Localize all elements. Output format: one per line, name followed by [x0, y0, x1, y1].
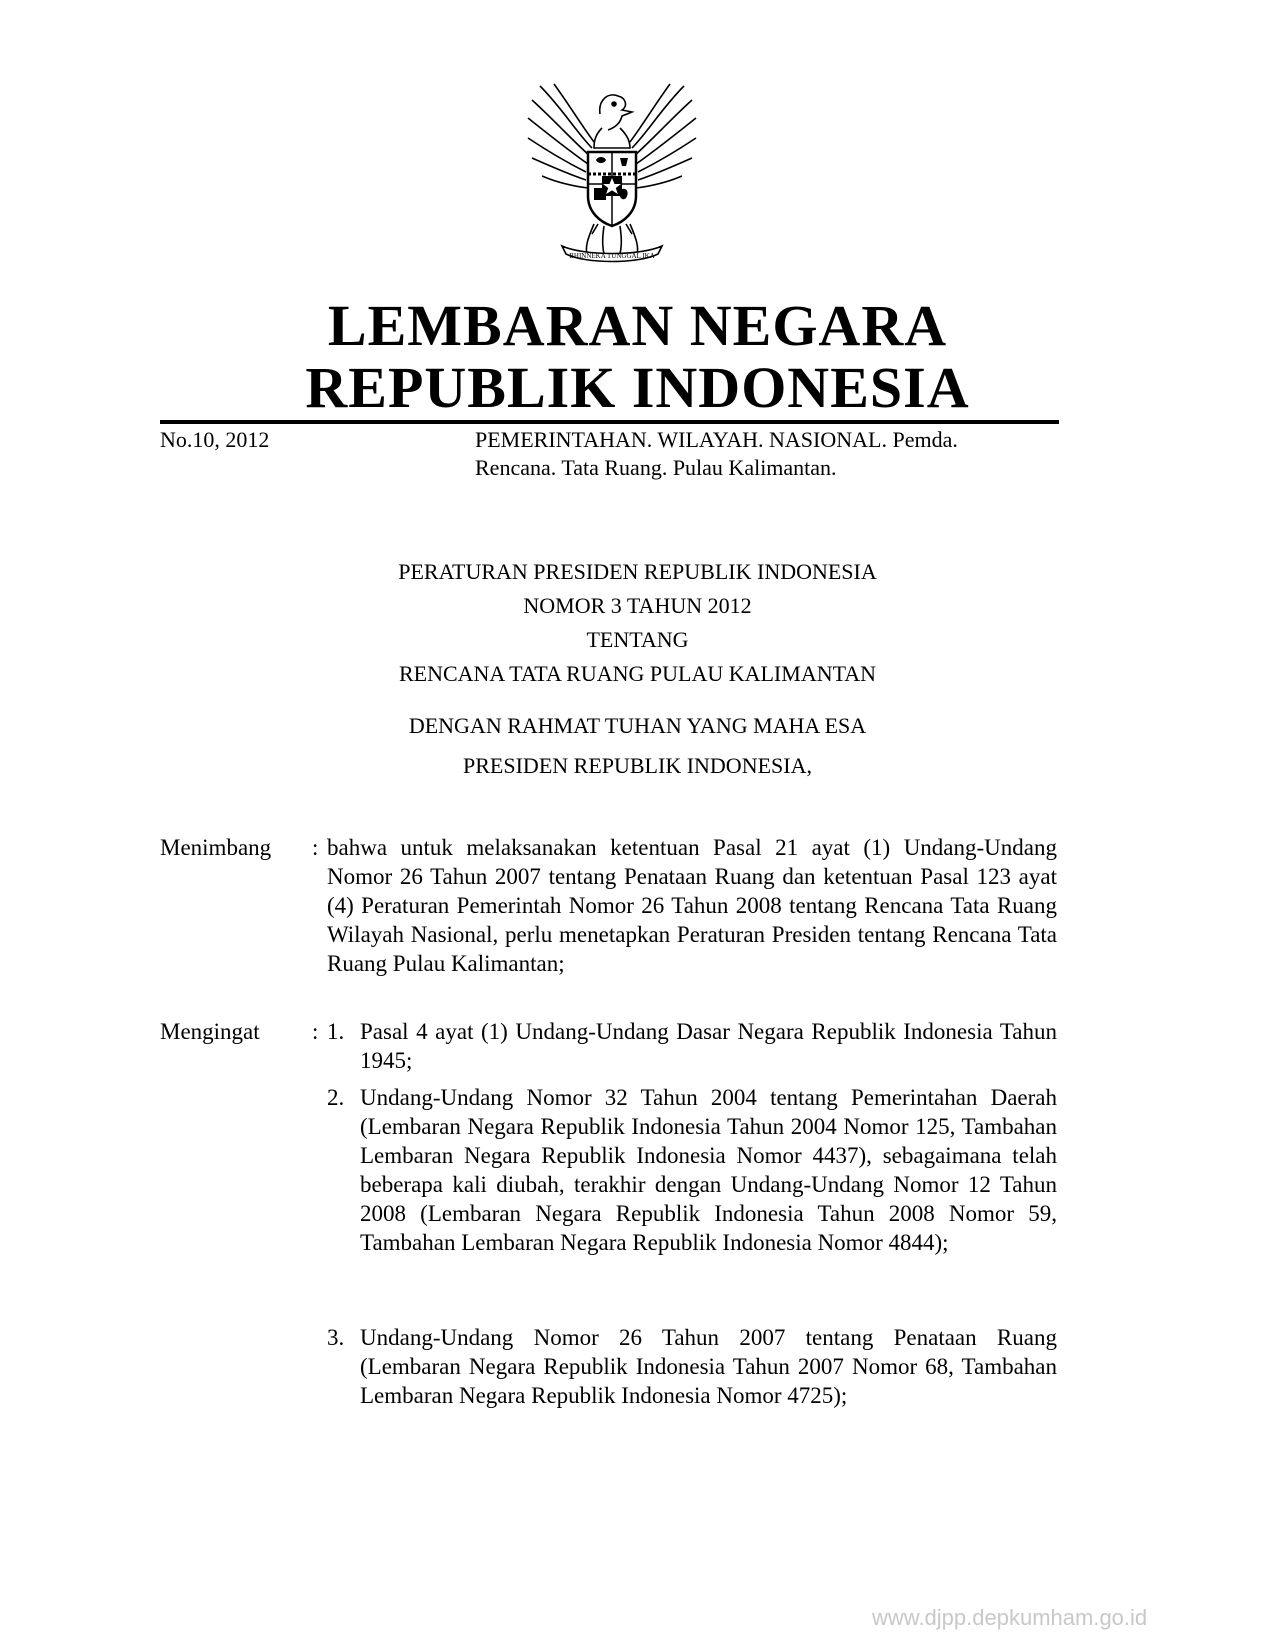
subject-keywords — [475, 426, 1075, 482]
menimbang-label: Menimbang — [160, 835, 272, 860]
masthead-title-line2: REPUBLIK INDONESIA — [305, 355, 970, 420]
mengingat-label: Mengingat — [160, 1019, 260, 1044]
emblem-motto: BHINNEKA TUNGGAL IKA — [569, 252, 655, 260]
masthead-title-line1: LEMBARAN NEGARA — [327, 293, 948, 358]
subject-line-2: Rencana. Tata Ruang. Pulau Kalimantan. — [475, 455, 837, 480]
footer-url: www.djpp.depkumham.go.id — [872, 1605, 1148, 1630]
mengingat-item-2-text: Undang-Undang Nomor 32 Tahun 2004 tentang Pemerintahan Daerah (Lembaran Negara Republik Indonesia Tahun 2004 Nomor 125, Tambahan Lembaran Negara Republik Indonesia Nomor 4437), sebagaimana telah beberapa kali diubah, terakhir dengan Undang-Undang Nomor 12 Tahun 2008 (Lembaran Negara Republik Indonesia Tahun 2008 Nomor 59, Tambahan Lembaran Negara Republik Indonesia Nomor 4844); — [360, 1085, 1057, 1255]
menimbang-colon: : — [312, 835, 319, 860]
mengingat-item-1-text: Pasal 4 ayat (1) Undang-Undang Dasar Negara Republik Indonesia Tahun 1945; — [360, 1019, 1057, 1073]
doc-number: No.10, 2012 — [160, 427, 270, 452]
subject-line-1: PEMERINTAHAN. WILAYAH. NASIONAL. Pemda. — [475, 427, 958, 452]
regulation-title: PERATURAN PRESIDEN REPUBLIK INDONESIA — [398, 559, 877, 584]
mengingat-item-2-number: 2. — [327, 1085, 345, 1110]
mengingat-item-3-text: Undang-Undang Nomor 26 Tahun 2007 tentang Penataan Ruang (Lembaran Negara Republik Indonesia Tahun 2007 Nomor 68, Tambahan Lembaran Negara Republik Indonesia Nomor 4725); — [360, 1325, 1057, 1408]
garuda-emblem-icon — [522, 78, 702, 270]
regulation-preamble: DENGAN RAHMAT TUHAN YANG MAHA ESA — [408, 713, 867, 738]
header-rule — [160, 420, 1059, 424]
menimbang-text: bahwa untuk melaksanakan ketentuan Pasal 21 ayat (1) Undang-Undang Nomor 26 Tahun 2007 tentang Penataan Ruang dan ketentuan Pasal 123 ayat (4) Peraturan Pemerintah Nomor 26 Tahun 2008 tentang Rencana Tata Ruang Wilayah Nasional, perlu menetapkan Peraturan Presiden tentang Rencana Tata Ruang Pulau Kalimantan; — [327, 835, 1057, 976]
mengingat-item-3-number: 3. — [327, 1325, 345, 1350]
regulation-president: PRESIDEN REPUBLIK INDONESIA, — [463, 753, 812, 778]
mengingat-item-1-number: 1. — [327, 1019, 345, 1044]
regulation-subject: RENCANA TATA RUANG PULAU KALIMANTAN — [398, 661, 877, 686]
regulation-number: NOMOR 3 TAHUN 2012 — [523, 593, 752, 618]
mengingat-colon: : — [312, 1019, 319, 1044]
regulation-tentang: TENTANG — [586, 627, 689, 652]
